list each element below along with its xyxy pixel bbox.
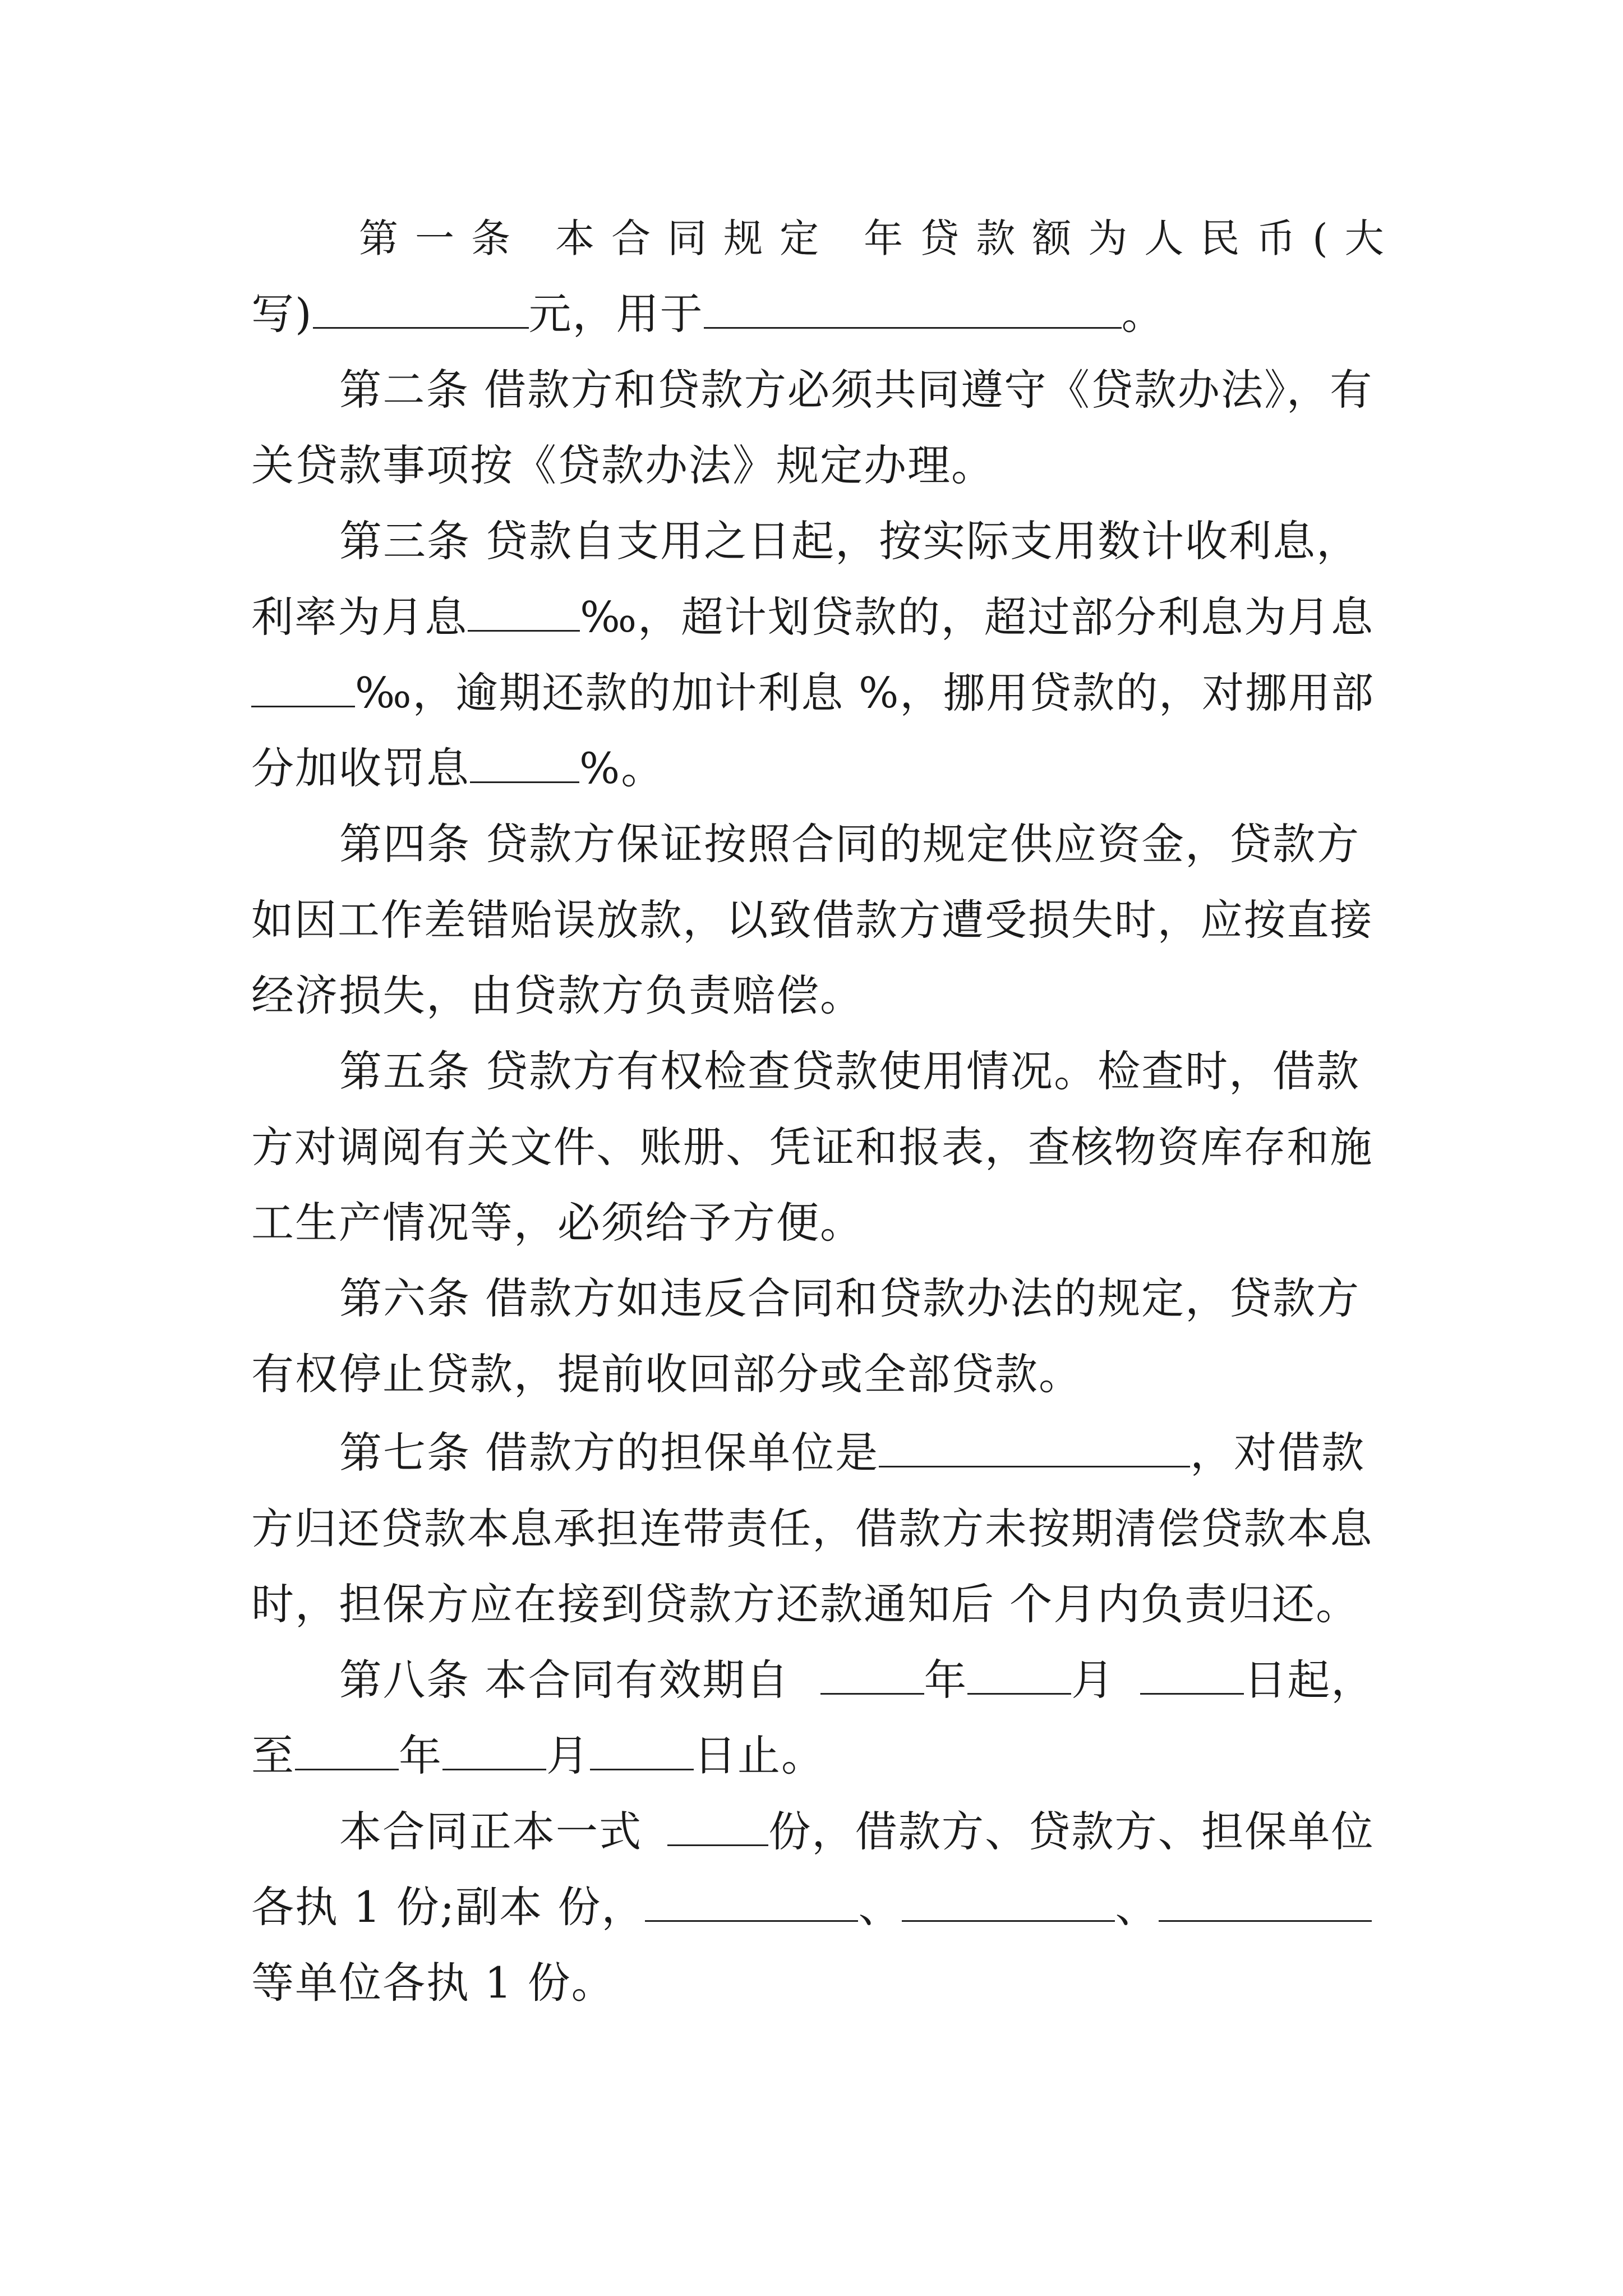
copies-line-3: 等单位各执 1 份。: [251, 1958, 615, 2008]
copies-line-1: 本合同正本一式 份，借款方、贷款方、担保单位: [339, 1807, 1375, 1856]
blank-field: [442, 1732, 546, 1770]
blank-field: [967, 1656, 1071, 1695]
blank-field: [1140, 1656, 1244, 1695]
article-5-line-1: 第五条 贷款方有权检查贷款使用情况。检查时，借款: [339, 1046, 1361, 1096]
article-7-line-3: 时，担保方应在接到贷款方还款通知后 个月内负责归还。: [251, 1579, 1360, 1629]
article-7-line-1: 第七条 借款方的担保单位是 ，对借款: [339, 1428, 1366, 1478]
blank-field: [251, 669, 355, 707]
blank-field: [1159, 1883, 1372, 1922]
article-5-line-3: 工生产情况等，必须给予方便。: [251, 1198, 864, 1248]
article-6-line-1: 第六条 借款方如违反合同和贷款办法的规定，贷款方: [339, 1273, 1361, 1323]
blank-field: [313, 290, 529, 329]
article-7-line-2: 方归还贷款本息承担连带责任，借款方未按期清偿贷款本息: [251, 1504, 1373, 1553]
article-1-line-1: 第一条 本合同规定 年贷款额为人民币(大: [359, 215, 1401, 261]
article-4-line-3: 经济损失，由贷款方负责赔偿。: [251, 970, 864, 1020]
blank-field: [820, 1656, 924, 1695]
article-4-line-2: 如因工作差错贻误放款，以致借款方遭受损失时，应按直接: [251, 895, 1373, 945]
article-2-line-1: 第二条 借款方和贷款方必须共同遵守《贷款办法》，有: [339, 365, 1373, 415]
blank-field: [704, 290, 1122, 329]
article-8-line-2: 至 年 月 日止。: [251, 1731, 825, 1780]
article-1-line-2: 写) 元，用于 。: [251, 289, 1165, 339]
article-5-line-2: 方对调阅有关文件、账册、凭证和报表，查核物资库存和施: [251, 1122, 1373, 1172]
blank-field: [590, 1732, 694, 1770]
blank-field: [645, 1883, 858, 1922]
article-3-line-4: 分加收罚息 %。: [251, 743, 665, 793]
blank-field: [667, 1807, 768, 1846]
article-3-line-2: 利率为月息 ‰，超计划贷款的，超过部分利息为月息: [251, 592, 1375, 642]
article-8-line-1: 第八条 本合同有效期自 年 月 日起，: [339, 1655, 1375, 1705]
blank-field: [879, 1429, 1190, 1467]
article-3-line-1: 第三条 贷款自支用之日起，按实际支用数计收利息，: [339, 516, 1361, 566]
article-4-line-1: 第四条 贷款方保证按照合同的规定供应资金，贷款方: [339, 819, 1361, 869]
article-6-line-2: 有权停止贷款，提前收回部分或全部贷款。: [251, 1349, 1082, 1399]
blank-field: [902, 1883, 1115, 1922]
article-3-line-3: ‰，逾期还款的加计利息 %，挪用贷款的，对挪用部: [251, 665, 1375, 721]
copies-line-2: 各执 1 份;副本 份， 、 、: [251, 1879, 1372, 1935]
blank-field: [470, 744, 579, 783]
article-2-line-2: 关贷款事项按《贷款办法》规定办理。: [251, 440, 995, 490]
article-1-number: 第一条: [359, 215, 528, 261]
blank-field: [295, 1732, 399, 1770]
blank-field: [468, 593, 580, 632]
